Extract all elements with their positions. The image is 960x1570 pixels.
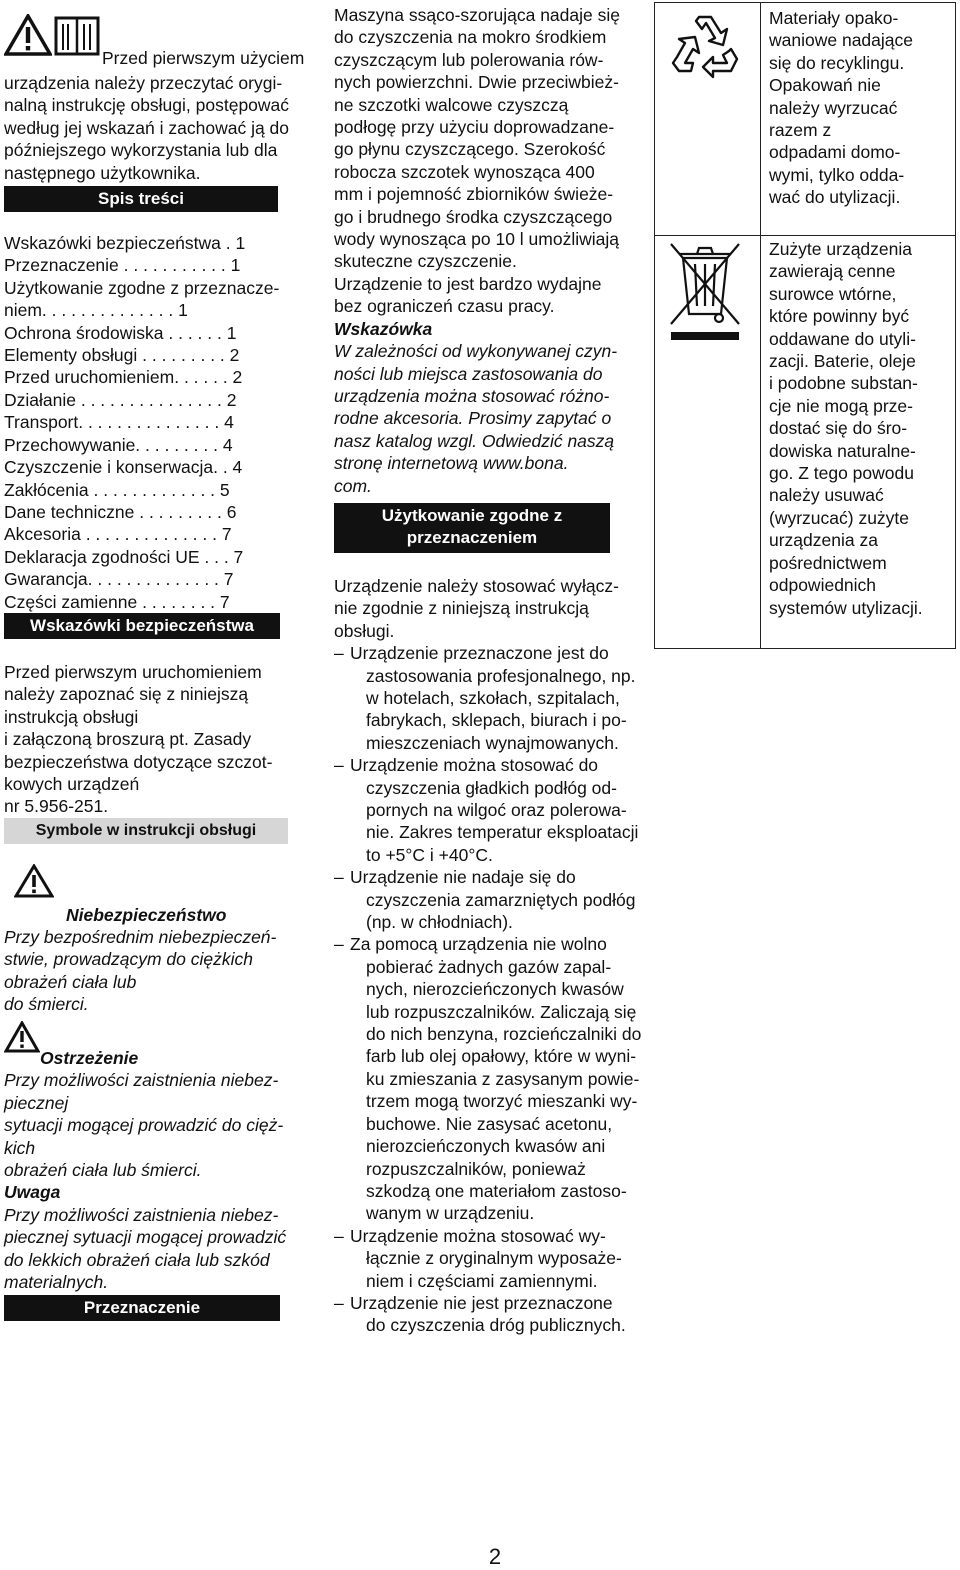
intended-use-list <box>334 642 656 1337</box>
dash-marker: – <box>334 867 344 888</box>
weee-line: oddawane do utyli- <box>769 328 916 349</box>
list-item-line: pobierać żadnych gazów zapal- <box>366 956 612 977</box>
purpose-line: ne szczotki walcowe czyszczą <box>334 94 569 115</box>
weee-line: i podobne substan- <box>769 373 918 394</box>
list-item-line: buchowe. Nie zasysać acetonu, <box>366 1113 613 1134</box>
list-item-line: (np. w chłodniach). <box>366 912 513 933</box>
recycling-line: Materiały opako- <box>769 8 899 28</box>
list-item-line: do czyszczenia dróg publicznych. <box>366 1315 626 1336</box>
toc-entry[interactable]: Użytkowanie zgodne z przeznacze- <box>4 277 280 298</box>
weee-line: cje nie mogą prze- <box>769 395 913 416</box>
caution-line: materialnych. <box>4 1272 109 1293</box>
weee-line: Zużyte urządzenia <box>769 239 912 259</box>
safety-line: i załączoną broszurą pt. Zasady <box>4 729 252 750</box>
warning-header <box>4 1019 326 1069</box>
purpose-line: podłogę przy użyciu doprowadzane- <box>334 117 615 138</box>
intro-header <box>4 0 326 68</box>
note-line: rodne akcesoria. Prosimy zapytać o <box>334 408 612 429</box>
weee-line: urządzenia za <box>769 530 878 551</box>
purpose-line: skuteczne czyszczenie. <box>334 251 517 272</box>
list-item-line: rozpuszczalników, ponieważ <box>366 1158 586 1179</box>
warning-triangle-icon <box>4 14 52 56</box>
list-item-line: Urządzenie można stosować wy- <box>350 1225 606 1246</box>
page-number: 2 <box>488 1544 502 1569</box>
intro-line: nalną instrukcję obsługi, postępować <box>4 95 290 116</box>
intro-line: późniejszego wykorzystania lub dla <box>4 140 278 161</box>
weee-line: dostać się do śro- <box>769 418 908 439</box>
list-item-line: nierozcieńczonych kwasów ani <box>366 1136 606 1157</box>
list-item-line: mieszczeniach wynajmowanych. <box>366 732 619 753</box>
warning-line: piecznej <box>4 1092 69 1113</box>
recycling-icon <box>669 11 741 83</box>
weee-line: pośrednictwem <box>769 552 887 573</box>
list-item-line: Urządzenie nie nadaje się do <box>350 867 576 888</box>
list-item-line: do nich benzyna, rozcieńczalniki do <box>366 1024 642 1045</box>
weee-line: systemów utylizacji. <box>769 597 923 618</box>
danger-line: do śmierci. <box>4 994 89 1014</box>
recycling-cell <box>654 2 761 236</box>
danger-line: Przy bezpośrednim niebezpieczeń- <box>4 926 277 947</box>
recycling-line: się do recyklingu. <box>769 52 905 73</box>
intro-first-line: Przed pierwszym użyciem <box>102 48 305 68</box>
list-item-line: to +5°C i +40°C. <box>366 844 493 865</box>
list-item-line: w hotelach, szkołach, szpitalach, <box>366 687 620 708</box>
table-of-contents <box>4 232 326 613</box>
danger-header <box>4 864 326 926</box>
safety-line: instrukcją obsługi <box>4 706 139 727</box>
dash-marker: – <box>334 934 344 955</box>
intended-use-intro-line: nie zgodnie z niniejszą instrukcją <box>334 598 589 619</box>
purpose-line: Urządzenie to jest bardzo wydajne <box>334 273 602 294</box>
toc-entry[interactable]: Przeznaczenie . . . . . . . . . . . 1 <box>4 255 241 276</box>
list-item <box>334 933 656 1224</box>
symbols-heading: Symbole w instrukcji obsługi <box>4 818 288 844</box>
intro-text <box>4 72 326 184</box>
middle-column <box>334 0 656 1337</box>
toc-entry[interactable]: Akcesoria . . . . . . . . . . . . . . 7 <box>4 524 232 545</box>
dash-marker: – <box>334 755 344 776</box>
warning-line: Przy możliwości zaistnienia niebez- <box>4 1070 279 1091</box>
weee-text-cell <box>760 234 956 649</box>
weee-line: dowiska naturalne- <box>769 440 916 461</box>
dash-marker: – <box>334 1225 344 1246</box>
toc-entry[interactable]: Deklaracja zgodności UE . . . 7 <box>4 546 244 567</box>
caution-line: do lekkich obrażeń ciała lub szkód <box>4 1249 270 1270</box>
note-line: nasz katalog wzgl. Odwiedzić naszą <box>334 430 615 451</box>
purpose-line: robocza szczotek wynosząca 400 <box>334 161 595 182</box>
caution-text <box>4 1204 326 1294</box>
list-item-line: ku zmieszania z zasysanym powie- <box>366 1068 640 1089</box>
intended-use-intro <box>334 575 656 642</box>
list-item-line: Urządzenie nie jest przeznaczone <box>350 1292 613 1313</box>
danger-text <box>4 926 326 1016</box>
crossed-out-bin-icon <box>665 240 745 344</box>
weee-line: zacji. Baterie, oleje <box>769 351 916 372</box>
list-item-line: nych, nierozcieńczonych kwasów <box>366 979 624 1000</box>
weee-line: go. Z tego powodu <box>769 463 914 484</box>
purpose-line: go i brudnego środka czyszczącego <box>334 206 613 227</box>
weee-cell <box>654 234 761 649</box>
purpose-line: bez ograniczeń czasu pracy. <box>334 296 555 317</box>
toc-entry[interactable]: Wskazówki bezpieczeństwa . 1 <box>4 233 246 254</box>
intended-use-intro-line: Urządzenie należy stosować wyłącz- <box>334 575 619 596</box>
dash-marker: – <box>334 643 344 664</box>
note-title: Wskazówka <box>334 318 433 339</box>
recycling-line: Opakowań nie <box>769 75 881 96</box>
purpose-line: Maszyna ssąco-szorująca nadaje się <box>334 5 620 25</box>
toc-entry[interactable]: Zakłócenia . . . . . . . . . . . . . 5 <box>4 479 230 500</box>
purpose-line: czyszczącym lub polerowania rów- <box>334 49 604 70</box>
list-item-line: nie. Zakres temperatur eksploatacji <box>366 822 639 843</box>
purpose-line: nych powierzchni. Dwie przeciwbież- <box>334 72 619 93</box>
safety-line: Przed pierwszym uruchomieniem <box>4 661 262 682</box>
safety-line: bezpieczeństwa dotyczące szczot- <box>4 751 273 772</box>
list-item-line: czyszczenia gładkich podłóg od- <box>366 777 617 798</box>
weee-line: zawierają cenne <box>769 261 896 282</box>
list-item <box>334 866 656 933</box>
list-item-line: Urządzenie przeznaczone jest do <box>350 643 609 664</box>
toc-entry[interactable]: Elementy obsługi . . . . . . . . . 2 <box>4 345 240 366</box>
list-item <box>334 642 656 754</box>
list-item <box>334 1292 656 1337</box>
weee-line: odpowiednich <box>769 575 877 596</box>
list-item-line: farb lub olej opałowy, które w wyni- <box>366 1046 637 1067</box>
warning-line: kich <box>4 1137 36 1158</box>
note-line: W zależności od wykonywanej czyn- <box>334 341 618 362</box>
list-item <box>334 1225 656 1292</box>
list-item-line: pornych na wilgoć oraz polerowa- <box>366 800 627 820</box>
left-column <box>4 0 326 1323</box>
safety-paragraph <box>4 661 326 818</box>
safety-line: należy zapoznać się z niniejszą <box>4 684 249 705</box>
purpose-line: wody wynosząca po 10 l umożliwiają <box>334 229 619 250</box>
list-item-line: zastosowania profesjonalnego, np. <box>366 665 636 686</box>
list-item-line: łącznie z oryginalnym wyposaże- <box>366 1248 622 1269</box>
weee-text <box>769 238 923 619</box>
note-line: stronę internetową www.bona. <box>334 453 569 474</box>
toc-heading: Spis treści <box>4 186 278 212</box>
note-text <box>334 340 656 497</box>
intro-line: według jej wskazań i zachować ją do <box>4 117 290 138</box>
toc-entry[interactable]: Transport. . . . . . . . . . . . . . . 4 <box>4 412 234 433</box>
warning-title: Ostrzeżenie <box>40 1048 139 1069</box>
toc-entry[interactable]: Ochrona środowiska . . . . . . 1 <box>4 322 237 343</box>
weee-line: które powinny być <box>769 306 910 327</box>
safety-line: kowych urządzeń <box>4 773 140 794</box>
recycling-line: razem z <box>769 120 832 141</box>
recycling-line: należy wyrzucać <box>769 97 898 118</box>
recycling-line: wać do utylizacji. <box>769 187 901 208</box>
safety-line: nr 5.956-251. <box>4 796 109 817</box>
warning-text <box>4 1069 326 1181</box>
list-item-line: wanym w urządzeniu. <box>366 1203 535 1224</box>
toc-entry[interactable]: Gwarancja. . . . . . . . . . . . . . 7 <box>4 569 234 590</box>
intro-line: urządzenia należy przeczytać orygi- <box>4 73 283 93</box>
caution-title: Uwaga <box>4 1182 61 1203</box>
recycling-line: wymi, tylko odda- <box>769 164 905 185</box>
purpose-line: do czyszczenia na mokro środkiem <box>334 27 607 48</box>
dash-marker: – <box>334 1292 344 1313</box>
recycling-line: odpadami domo- <box>769 142 901 163</box>
safety-heading: Wskazówki bezpieczeństwa <box>4 613 280 639</box>
note-line: ności lub miejsca zastosowania do <box>334 363 603 384</box>
list-item-line: lub rozpuszczalników. Zaliczają się <box>366 1001 637 1022</box>
purpose-line: go płynu czyszczącego. Szerokość <box>334 139 606 160</box>
toc-entry[interactable]: Działanie . . . . . . . . . . . . . . . 2 <box>4 389 237 410</box>
list-item-line: fabrykach, sklepach, biurach i po- <box>366 710 627 731</box>
note-line: com. <box>334 475 372 496</box>
toc-entry[interactable]: niem. . . . . . . . . . . . . . 1 <box>4 300 188 321</box>
weee-line: surowce wtórne, <box>769 283 897 304</box>
caution-line: piecznej sytuacji mogącej prowadzić <box>4 1227 287 1248</box>
weee-line: (wyrzucać) zużyte <box>769 507 910 528</box>
intended-use-heading-line: przeznaczeniem <box>406 527 538 547</box>
toc-entry[interactable]: Części zamienne . . . . . . . . 7 <box>4 591 230 612</box>
danger-line: stwie, prowadzącym do ciężkich <box>4 949 253 970</box>
toc-entry[interactable]: Przechowywanie. . . . . . . . . 4 <box>4 434 233 455</box>
danger-line: obrażeń ciała lub <box>4 971 137 992</box>
toc-entry[interactable]: Przed uruchomieniem. . . . . . 2 <box>4 367 243 388</box>
purpose-line: mm i pojemność zbiorników świeże- <box>334 184 614 205</box>
note-line: urządzenia można stosować różno- <box>334 385 610 406</box>
warning-line: sytuacji mogącej prowadzić do cięż- <box>4 1115 284 1136</box>
list-item-line: niem i częściami zamiennymi. <box>366 1270 598 1291</box>
recycling-text <box>769 7 913 209</box>
list-item-line: trzem mogą tworzyć mieszanki wy- <box>366 1091 638 1112</box>
intended-use-heading-line: Użytkowanie zgodne z <box>381 505 563 525</box>
list-item-line: szkodzą one materiałom zastoso- <box>366 1180 627 1201</box>
list-item-line: czyszczenia zamarzniętych podłóg <box>366 889 636 910</box>
list-item-line: Urządzenie można stosować do <box>350 755 599 776</box>
list-item <box>334 754 656 866</box>
warning-triangle-icon <box>4 1021 40 1053</box>
intended-use-heading <box>334 503 610 553</box>
manual-book-icon <box>54 16 100 56</box>
danger-triangle-icon <box>14 864 54 898</box>
recycling-line: waniowe nadające <box>769 30 913 51</box>
intended-use-intro-line: obsługi. <box>334 620 395 641</box>
purpose-heading: Przeznaczenie <box>4 1295 280 1321</box>
purpose-text <box>334 4 656 318</box>
toc-entry[interactable]: Czyszczenie i konserwacja. . 4 <box>4 457 243 478</box>
warning-line: obrażeń ciała lub śmierci. <box>4 1160 202 1181</box>
caution-line: Przy możliwości zaistnienia niebez- <box>4 1204 279 1225</box>
danger-title: Niebezpieczeństwo <box>66 904 227 925</box>
toc-entry[interactable]: Dane techniczne . . . . . . . . . 6 <box>4 501 237 522</box>
recycling-text-cell <box>760 2 956 236</box>
weee-line: należy usuwać <box>769 485 884 506</box>
intro-line: następnego użytkownika. <box>4 162 201 183</box>
list-item-line: Za pomocą urządzenia nie wolno <box>350 934 607 955</box>
